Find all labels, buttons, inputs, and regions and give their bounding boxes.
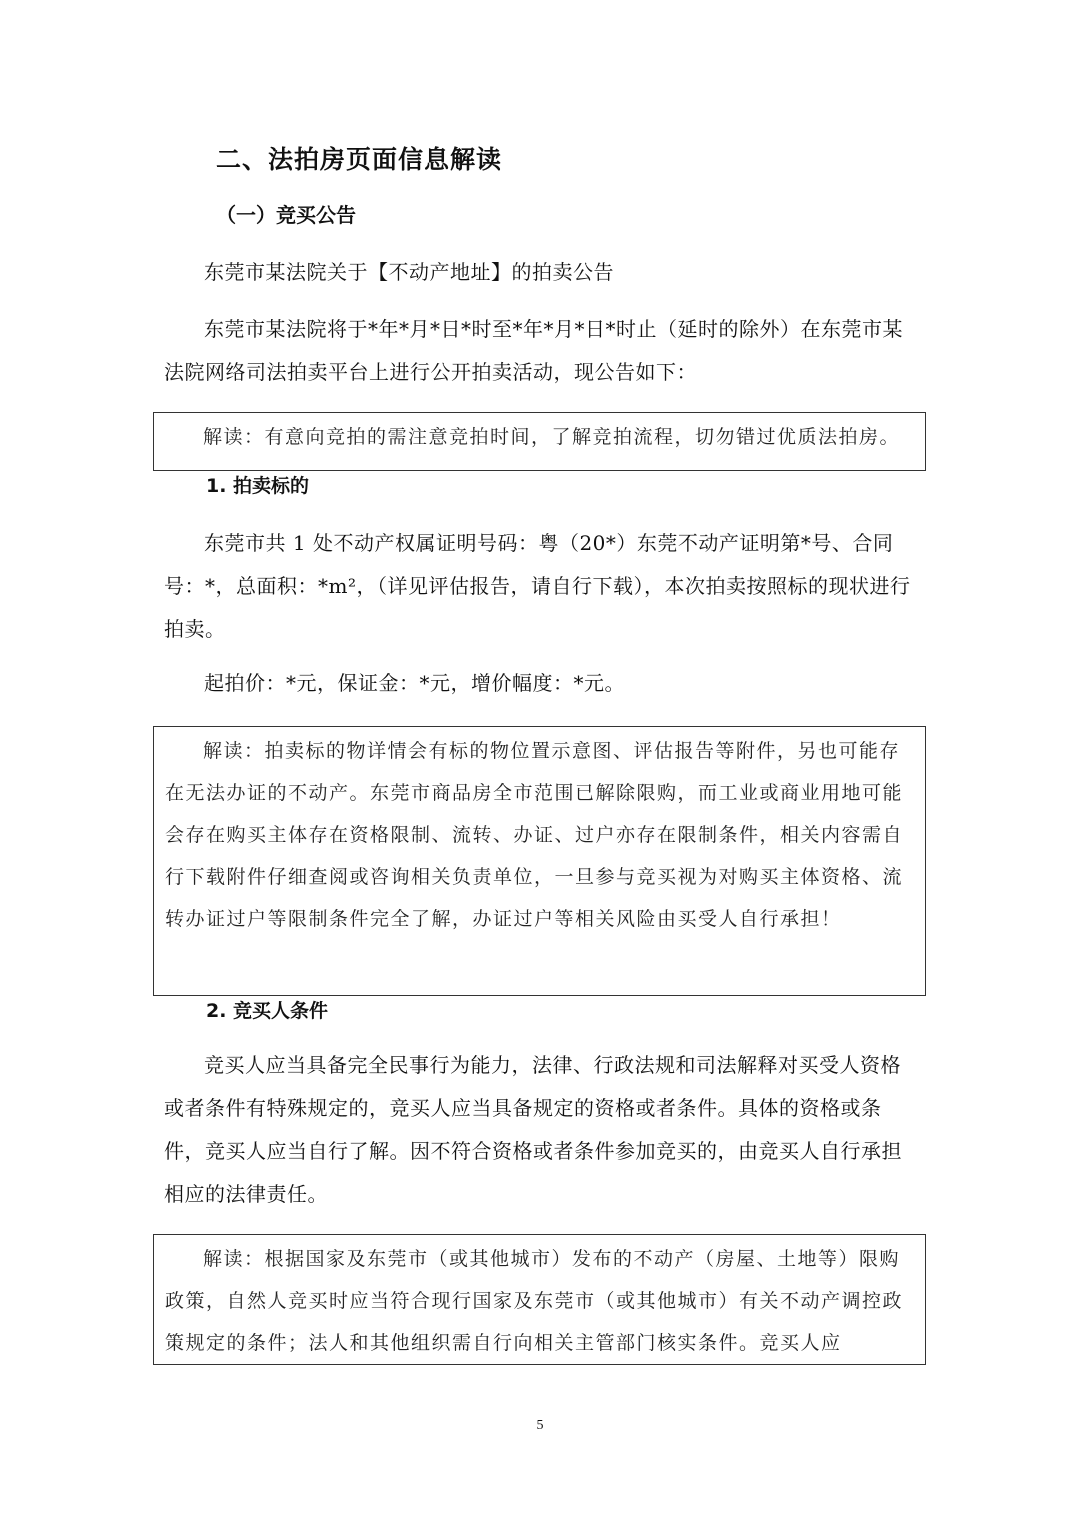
item-2-heading: 2. 竞买人条件 — [206, 1000, 329, 1022]
interpretation-text-2: 解读：拍卖标的物详情会有标的物位置示意图、评估报告等附件，另也可能存在无法办证的不动产。东莞市商品房全市范围已解除限购，而工业或商业用地可能会存在购买主体存在资格限制、流转、办证、过户亦存在限制条件，相关内容需自行下载附件仔细查阅或咨询相关负责单位，一旦参与竞买视为对购买主体资格、流转办证过户等限制条件完全了解，办证过户等相关风险由买受人自行承担！ — [165, 740, 904, 930]
item-2-body: 竞买人应当具备完全民事行为能力，法律、行政法规和司法解释对买受人资格或者条件有特殊规定的，竞买人应当具备规定的资格或者条件。具体的资格或条件，竞买人应当自行了解。因不符合资格或者条件参加竞买的，由竞买人自行承担相应的法律责任。 — [164, 1053, 902, 1206]
interpretation-text-1: 解读：有意向竞拍的需注意竞拍时间，了解竞拍流程，切勿错过优质法拍房。 — [203, 426, 901, 448]
interpretation-box-3 — [153, 1234, 926, 1365]
interpretation-text-3: 解读：根据国家及东莞市（或其他城市）发布的不动产（房屋、土地等）限购政策，自然人竞买时应当符合现行国家及东莞市（或其他城市）有关不动产调控政策规定的条件；法人和其他组织需自行向相关主管部门核实条件。竞买人应 — [165, 1248, 904, 1354]
interpretation-box-2 — [153, 726, 926, 996]
notice-title-line: 东莞市某法院关于【不动产地址】的拍卖公告 — [204, 260, 614, 284]
notice-intro: 东莞市某法院将于*年*月*日*时至*年*月*日*时止（延时的除外）在东莞市某法院网络司法拍卖平台上进行公开拍卖活动，现公告如下： — [164, 317, 903, 384]
item-1-prices: 起拍价：*元，保证金：*元，增价幅度：*元。 — [204, 671, 625, 695]
page-number: 5 — [536, 1418, 544, 1433]
item-1-body: 东莞市共 1 处不动产权属证明号码：粤（20*）东莞不动产证明第*号、合同号：*，总面积：*m²，（详见评估报告，请自行下载），本次拍卖按照标的现状进行拍卖。 — [164, 531, 911, 641]
interpretation-box-1 — [153, 412, 926, 471]
item-1-heading: 1. 拍卖标的 — [206, 475, 310, 497]
section-title: 二、法拍房页面信息解读 — [216, 145, 503, 174]
subsection-title: （一）竞买公告 — [216, 203, 356, 227]
